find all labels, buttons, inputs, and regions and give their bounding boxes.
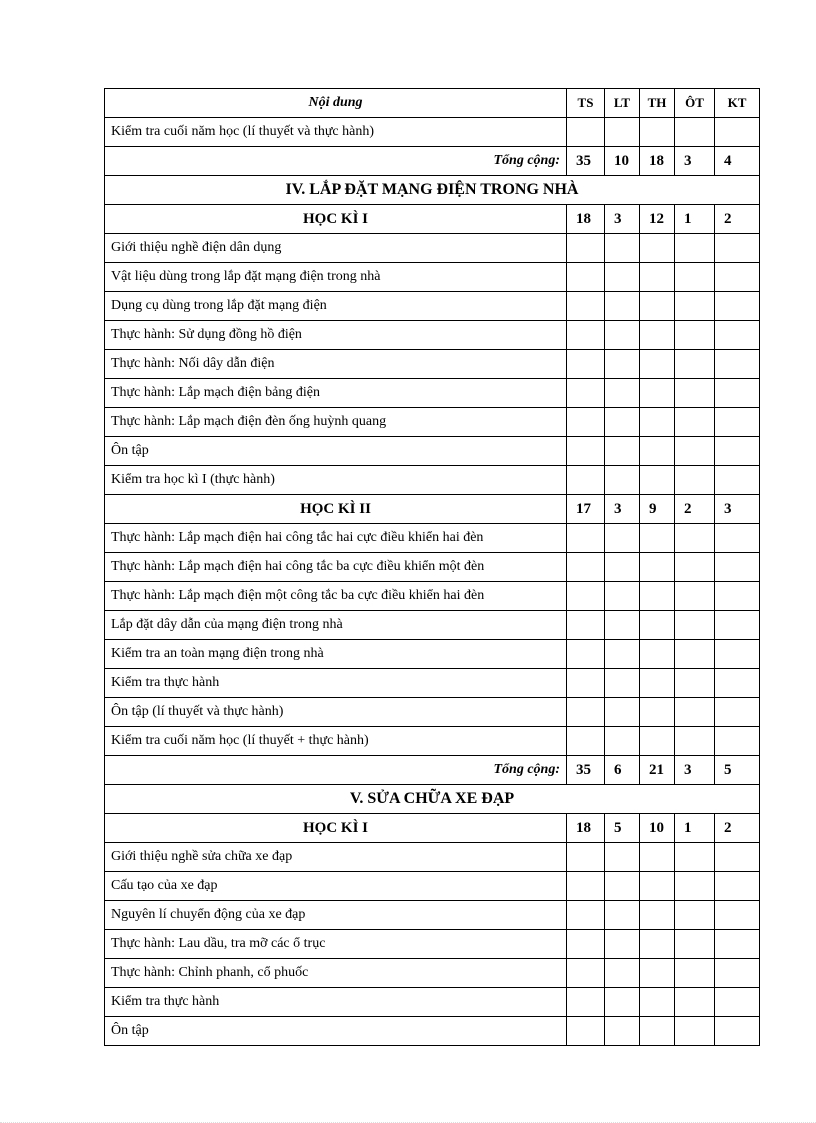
lesson-lt-cell	[605, 640, 640, 669]
lesson-th-cell	[640, 408, 675, 437]
lesson-title: Thực hành: Lắp mạch điện hai công tắc ba cực điều khiển một đèn	[105, 553, 567, 582]
lesson-lt-cell	[605, 553, 640, 582]
lesson-kt-cell	[715, 698, 760, 727]
curriculum-document	[104, 88, 759, 1046]
lesson-ts-cell	[567, 553, 605, 582]
section-heading-row	[105, 176, 760, 205]
lesson-kt-cell	[715, 553, 760, 582]
lesson-row	[105, 843, 760, 872]
lesson-ot-cell	[675, 582, 715, 611]
lesson-lt-cell	[605, 959, 640, 988]
lesson-ot-cell	[675, 843, 715, 872]
lesson-lt-cell	[605, 901, 640, 930]
lesson-title: Dụng cụ dùng trong lắp đặt mạng điện	[105, 292, 567, 321]
lesson-th-cell	[640, 118, 675, 147]
total-row	[105, 756, 760, 785]
lesson-title: Thực hành: Nối dây dẫn điện	[105, 350, 567, 379]
curriculum-table	[104, 88, 760, 1046]
lesson-kt-cell	[715, 930, 760, 959]
lesson-row	[105, 1017, 760, 1046]
lesson-lt-cell	[605, 930, 640, 959]
lesson-title: Kiểm tra cuối năm học (lí thuyết và thực hành)	[105, 118, 567, 147]
lesson-ts-cell	[567, 669, 605, 698]
semester-lt-value: 5	[605, 814, 640, 843]
lesson-row	[105, 901, 760, 930]
lesson-th-cell	[640, 466, 675, 495]
lesson-th-cell	[640, 640, 675, 669]
lesson-th-cell	[640, 843, 675, 872]
lesson-lt-cell	[605, 350, 640, 379]
lesson-row	[105, 437, 760, 466]
section-heading-row	[105, 785, 760, 814]
total-th-value: 18	[640, 147, 675, 176]
lesson-row	[105, 321, 760, 350]
lesson-ot-cell	[675, 872, 715, 901]
section-title: V. SỬA CHỮA XE ĐẠP	[105, 785, 760, 814]
lesson-ts-cell	[567, 988, 605, 1017]
lesson-title: Thực hành: Lắp mạch điện bảng điện	[105, 379, 567, 408]
semester-th-value: 9	[640, 495, 675, 524]
total-ts-value: 35	[567, 756, 605, 785]
lesson-ts-cell	[567, 640, 605, 669]
lesson-lt-cell	[605, 292, 640, 321]
lesson-ot-cell	[675, 350, 715, 379]
lesson-title: Thực hành: Lắp mạch điện đèn ống huỳnh quang	[105, 408, 567, 437]
lesson-row	[105, 350, 760, 379]
lesson-kt-cell	[715, 988, 760, 1017]
lesson-ot-cell	[675, 379, 715, 408]
total-label: Tổng cộng:	[105, 756, 567, 785]
lesson-lt-cell	[605, 988, 640, 1017]
semester-label: HỌC KÌ I	[105, 205, 567, 234]
lesson-title: Nguyên lí chuyển động của xe đạp	[105, 901, 567, 930]
semester-ot-value: 2	[675, 495, 715, 524]
total-lt-value: 10	[605, 147, 640, 176]
lesson-ts-cell	[567, 234, 605, 263]
content-column-header: Nội dung	[105, 89, 567, 118]
ts-column-header: TS	[567, 89, 605, 118]
lesson-kt-cell	[715, 582, 760, 611]
lesson-ts-cell	[567, 408, 605, 437]
semester-kt-value: 3	[715, 495, 760, 524]
lesson-title: Vật liệu dùng trong lắp đặt mạng điện trong nhà	[105, 263, 567, 292]
lesson-row	[105, 727, 760, 756]
lesson-row	[105, 582, 760, 611]
semester-ot-value: 1	[675, 205, 715, 234]
lesson-lt-cell	[605, 611, 640, 640]
lesson-title: Kiểm tra an toàn mạng điện trong nhà	[105, 640, 567, 669]
lesson-lt-cell	[605, 872, 640, 901]
lesson-title: Giới thiệu nghề điện dân dụng	[105, 234, 567, 263]
lesson-row	[105, 466, 760, 495]
total-kt-value: 5	[715, 756, 760, 785]
semester-ts-value: 17	[567, 495, 605, 524]
lesson-ts-cell	[567, 524, 605, 553]
lesson-lt-cell	[605, 669, 640, 698]
lesson-kt-cell	[715, 408, 760, 437]
total-lt-value: 6	[605, 756, 640, 785]
th-column-header: TH	[640, 89, 675, 118]
lesson-kt-cell	[715, 669, 760, 698]
lesson-th-cell	[640, 1017, 675, 1046]
lesson-ot-cell	[675, 292, 715, 321]
lesson-title: Thực hành: Lắp mạch điện hai công tắc hai cực điều khiển hai đèn	[105, 524, 567, 553]
lesson-title: Giới thiệu nghề sửa chữa xe đạp	[105, 843, 567, 872]
lesson-kt-cell	[715, 263, 760, 292]
lesson-ot-cell	[675, 466, 715, 495]
lesson-th-cell	[640, 292, 675, 321]
lesson-kt-cell	[715, 321, 760, 350]
lesson-ts-cell	[567, 727, 605, 756]
lesson-lt-cell	[605, 234, 640, 263]
lesson-title: Ôn tập (lí thuyết và thực hành)	[105, 698, 567, 727]
lesson-ot-cell	[675, 669, 715, 698]
lesson-th-cell	[640, 553, 675, 582]
semester-row	[105, 814, 760, 843]
lesson-ot-cell	[675, 959, 715, 988]
lesson-ts-cell	[567, 379, 605, 408]
lesson-kt-cell	[715, 901, 760, 930]
lesson-ts-cell	[567, 901, 605, 930]
lesson-title: Kiểm tra thực hành	[105, 669, 567, 698]
lesson-row	[105, 292, 760, 321]
lesson-title: Thực hành: Sử dụng đồng hồ điện	[105, 321, 567, 350]
lesson-lt-cell	[605, 263, 640, 292]
total-th-value: 21	[640, 756, 675, 785]
lesson-row	[105, 988, 760, 1017]
lesson-kt-cell	[715, 292, 760, 321]
total-ot-value: 3	[675, 756, 715, 785]
lesson-ts-cell	[567, 582, 605, 611]
lesson-title: Ôn tập	[105, 1017, 567, 1046]
lesson-th-cell	[640, 930, 675, 959]
lesson-th-cell	[640, 669, 675, 698]
semester-row	[105, 495, 760, 524]
lesson-kt-cell	[715, 843, 760, 872]
total-label: Tổng cộng:	[105, 147, 567, 176]
lesson-kt-cell	[715, 524, 760, 553]
lesson-lt-cell	[605, 379, 640, 408]
lesson-kt-cell	[715, 640, 760, 669]
lesson-ot-cell	[675, 1017, 715, 1046]
lesson-ts-cell	[567, 292, 605, 321]
lesson-th-cell	[640, 350, 675, 379]
lesson-kt-cell	[715, 379, 760, 408]
semester-row	[105, 205, 760, 234]
lesson-ts-cell	[567, 263, 605, 292]
lesson-ts-cell	[567, 118, 605, 147]
semester-ts-value: 18	[567, 814, 605, 843]
lesson-th-cell	[640, 611, 675, 640]
lesson-kt-cell	[715, 872, 760, 901]
lesson-ot-cell	[675, 234, 715, 263]
lesson-kt-cell	[715, 234, 760, 263]
semester-kt-value: 2	[715, 205, 760, 234]
lesson-row	[105, 408, 760, 437]
lesson-lt-cell	[605, 843, 640, 872]
lesson-ot-cell	[675, 263, 715, 292]
lesson-ts-cell	[567, 437, 605, 466]
lesson-ts-cell	[567, 698, 605, 727]
lesson-lt-cell	[605, 408, 640, 437]
lesson-title: Thực hành: Lắp mạch điện một công tắc ba cực điều khiển hai đèn	[105, 582, 567, 611]
lesson-ot-cell	[675, 901, 715, 930]
lesson-kt-cell	[715, 437, 760, 466]
lesson-row	[105, 263, 760, 292]
lesson-th-cell	[640, 437, 675, 466]
lesson-ot-cell	[675, 321, 715, 350]
lesson-row	[105, 118, 760, 147]
lesson-title: Kiểm tra thực hành	[105, 988, 567, 1017]
lesson-kt-cell	[715, 959, 760, 988]
lesson-ot-cell	[675, 437, 715, 466]
lesson-ot-cell	[675, 408, 715, 437]
lesson-th-cell	[640, 872, 675, 901]
lesson-th-cell	[640, 959, 675, 988]
lesson-ts-cell	[567, 959, 605, 988]
lesson-lt-cell	[605, 727, 640, 756]
lesson-ot-cell	[675, 727, 715, 756]
semester-th-value: 12	[640, 205, 675, 234]
lesson-title: Lắp đặt dây dẫn của mạng điện trong nhà	[105, 611, 567, 640]
table-header-row	[105, 89, 760, 118]
lesson-ot-cell	[675, 930, 715, 959]
lesson-lt-cell	[605, 118, 640, 147]
lesson-ot-cell	[675, 611, 715, 640]
semester-kt-value: 2	[715, 814, 760, 843]
lesson-th-cell	[640, 698, 675, 727]
lesson-ts-cell	[567, 843, 605, 872]
lesson-lt-cell	[605, 582, 640, 611]
lesson-th-cell	[640, 379, 675, 408]
semester-lt-value: 3	[605, 205, 640, 234]
total-row	[105, 147, 760, 176]
lt-column-header: LT	[605, 89, 640, 118]
lesson-ts-cell	[567, 466, 605, 495]
lesson-kt-cell	[715, 1017, 760, 1046]
semester-label: HỌC KÌ II	[105, 495, 567, 524]
lesson-row	[105, 611, 760, 640]
lesson-ts-cell	[567, 321, 605, 350]
lesson-title: Kiểm tra học kì I (thực hành)	[105, 466, 567, 495]
lesson-title: Thực hành: Chỉnh phanh, cổ phuốc	[105, 959, 567, 988]
kt-column-header: KT	[715, 89, 760, 118]
lesson-title: Kiểm tra cuối năm học (lí thuyết + thực hành)	[105, 727, 567, 756]
lesson-ts-cell	[567, 611, 605, 640]
lesson-ot-cell	[675, 640, 715, 669]
total-kt-value: 4	[715, 147, 760, 176]
semester-label: HỌC KÌ I	[105, 814, 567, 843]
semester-ts-value: 18	[567, 205, 605, 234]
lesson-th-cell	[640, 321, 675, 350]
lesson-lt-cell	[605, 466, 640, 495]
lesson-ot-cell	[675, 553, 715, 582]
lesson-ot-cell	[675, 988, 715, 1017]
lesson-ts-cell	[567, 872, 605, 901]
lesson-row	[105, 669, 760, 698]
lesson-row	[105, 379, 760, 408]
lesson-kt-cell	[715, 466, 760, 495]
lesson-row	[105, 930, 760, 959]
lesson-kt-cell	[715, 727, 760, 756]
semester-th-value: 10	[640, 814, 675, 843]
lesson-th-cell	[640, 901, 675, 930]
lesson-row	[105, 234, 760, 263]
lesson-row	[105, 640, 760, 669]
lesson-kt-cell	[715, 350, 760, 379]
lesson-kt-cell	[715, 118, 760, 147]
lesson-ot-cell	[675, 524, 715, 553]
lesson-lt-cell	[605, 524, 640, 553]
lesson-ot-cell	[675, 698, 715, 727]
lesson-ts-cell	[567, 350, 605, 379]
total-ts-value: 35	[567, 147, 605, 176]
lesson-lt-cell	[605, 1017, 640, 1046]
lesson-th-cell	[640, 234, 675, 263]
lesson-lt-cell	[605, 698, 640, 727]
lesson-ts-cell	[567, 1017, 605, 1046]
lesson-th-cell	[640, 263, 675, 292]
lesson-th-cell	[640, 524, 675, 553]
lesson-row	[105, 524, 760, 553]
lesson-ts-cell	[567, 930, 605, 959]
lesson-kt-cell	[715, 611, 760, 640]
lesson-th-cell	[640, 582, 675, 611]
lesson-row	[105, 959, 760, 988]
lesson-title: Cấu tạo của xe đạp	[105, 872, 567, 901]
lesson-title: Thực hành: Lau dầu, tra mỡ các ổ trục	[105, 930, 567, 959]
lesson-row	[105, 553, 760, 582]
lesson-lt-cell	[605, 321, 640, 350]
section-title: IV. LẮP ĐẶT MẠNG ĐIỆN TRONG NHÀ	[105, 176, 760, 205]
lesson-row	[105, 872, 760, 901]
semester-lt-value: 3	[605, 495, 640, 524]
lesson-row	[105, 698, 760, 727]
lesson-ot-cell	[675, 118, 715, 147]
lesson-lt-cell	[605, 437, 640, 466]
ot-column-header: ÔT	[675, 89, 715, 118]
lesson-th-cell	[640, 727, 675, 756]
total-ot-value: 3	[675, 147, 715, 176]
lesson-title: Ôn tập	[105, 437, 567, 466]
lesson-th-cell	[640, 988, 675, 1017]
semester-ot-value: 1	[675, 814, 715, 843]
